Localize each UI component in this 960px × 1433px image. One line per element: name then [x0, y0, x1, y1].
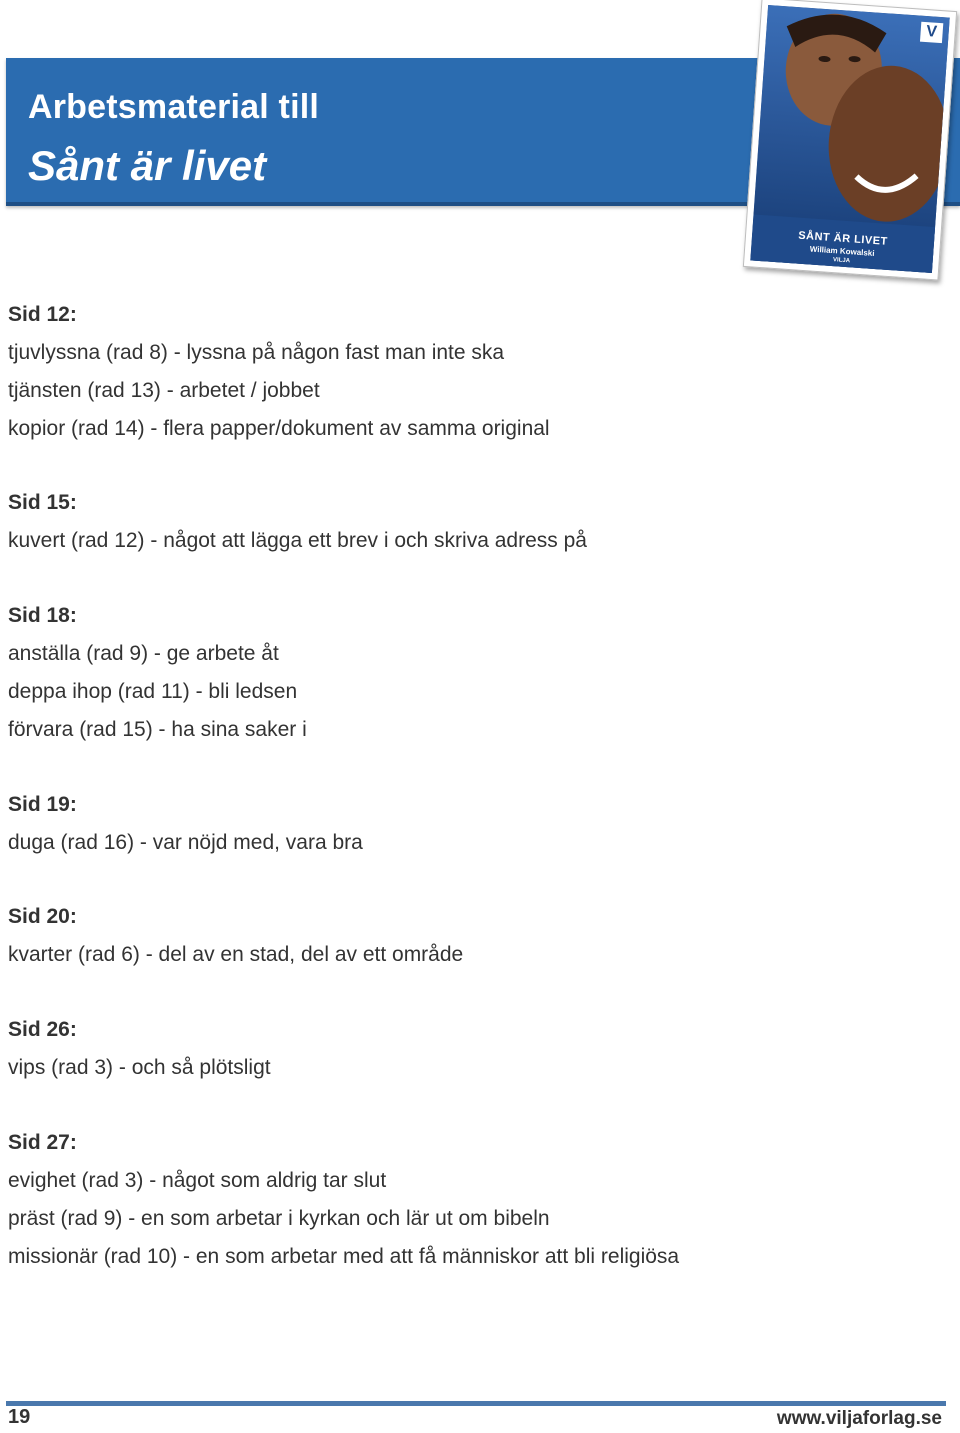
section-heading: Sid 15:: [8, 491, 77, 515]
section-sid-19: [8, 786, 908, 862]
cover-author: William Kowalski: [809, 244, 875, 258]
footer-divider: [6, 1401, 946, 1406]
book-cover-image: [743, 0, 957, 281]
glossary-entry: deppa ihop (rad 11) - bli ledsen: [8, 679, 298, 703]
glossary-entry: anställa (rad 9) - ge arbete åt: [8, 642, 279, 666]
cover-publisher: VILJA: [832, 257, 851, 265]
section-heading: Sid 19:: [8, 792, 77, 816]
section-heading: Sid 27:: [8, 1130, 77, 1154]
glossary-content: [8, 296, 908, 1312]
section-sid-12: [8, 296, 908, 447]
section-sid-20: [8, 898, 908, 974]
section-sid-26: [8, 1011, 908, 1087]
section-sid-27: [8, 1124, 908, 1275]
glossary-entry: tjuvlyssna (rad 8) - lyssna på någon fast man inte ska: [8, 341, 505, 364]
section-heading: Sid 26:: [8, 1018, 77, 1042]
glossary-entry: präst (rad 9) - en som arbetar i kyrkan och lär ut om bibeln: [8, 1206, 550, 1230]
cover-title: SÅNT ÄR LIVET: [797, 229, 889, 248]
glossary-entry: kuvert (rad 12) - något att lägga ett brev i och skriva adress på: [8, 529, 587, 553]
page-title: Arbetsmaterial till: [28, 88, 320, 126]
glossary-entry: evighet (rad 3) - något som aldrig tar slut: [8, 1168, 387, 1192]
section-heading: Sid 12:: [8, 303, 77, 326]
glossary-entry: missionär (rad 10) - en som arbetar med att få människor att bli religiösa: [8, 1244, 680, 1268]
page-number: 19: [8, 1406, 31, 1428]
book-title: Sånt är livet: [28, 142, 267, 189]
glossary-entry: duga (rad 16) - var nöjd med, vara bra: [8, 830, 363, 854]
section-sid-15: [8, 484, 908, 560]
glossary-entry: förvara (rad 15) - ha sina saker i: [8, 717, 307, 741]
section-heading: Sid 20:: [8, 905, 77, 929]
glossary-entry: vips (rad 3) - och så plötsligt: [8, 1056, 271, 1080]
section-sid-18: [8, 597, 908, 748]
section-heading: Sid 18:: [8, 604, 77, 628]
publisher-logo: V: [920, 22, 943, 43]
publisher-url-link[interactable]: www.viljaforlag.se: [776, 1408, 942, 1429]
glossary-entry: tjänsten (rad 13) - arbetet / jobbet: [8, 378, 320, 402]
glossary-entry: kvarter (rad 6) - del av en stad, del av ett område: [8, 943, 464, 967]
glossary-entry: kopior (rad 14) - flera papper/dokument av samma original: [8, 416, 550, 440]
